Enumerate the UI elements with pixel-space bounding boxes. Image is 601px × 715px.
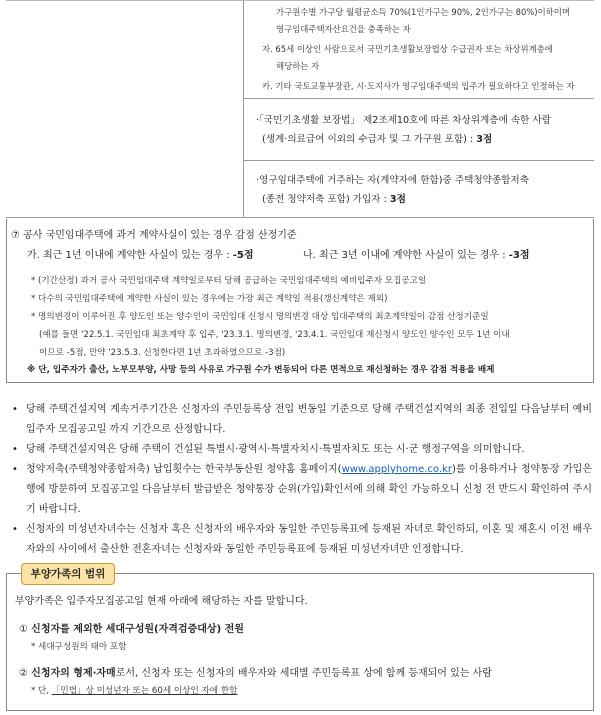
- dependents-header: 부양가족의 범위: [21, 563, 115, 585]
- deduction-note-5: 이므로 -5점, 만약 '23.5.3. 신청한다면 1년 초과하였으므로 -3점): [39, 348, 286, 358]
- savings-line-2: (종전 청약저축 포함) 가입자 : 3점: [262, 194, 406, 205]
- bullet-savings-count: [12, 460, 592, 520]
- dependents-item-1: ① 신청자를 제외한 세대구성원(자격검증대상) 전원: [19, 624, 244, 635]
- eligibility-item-ja: 자. 65세 이상인 사람으로서 국민기초생활보장법상 수급권자 또는 차상위계층에: [262, 44, 553, 54]
- deduction-note-1: * (기간산정) 과거 공사 국민임대주택 계약일로부터 당해 공급하는 국민임대주택의 예비입주자 모집공고일: [31, 276, 427, 286]
- dependents-item-1-note: * 세대구성원의 태아 포함: [31, 642, 127, 652]
- savings-line-1: ·영구임대주택에 거주하는 자(계약자에 한함)중 주택청약종합저축: [256, 175, 529, 186]
- near-poverty-score: 3점: [476, 134, 493, 145]
- bullet-dot: •: [12, 404, 18, 415]
- deduction-note-2: * 다수의 국민임대주택에 계약한 사실이 있는 경우에는 가장 최근 계약일 적용(갱신계약은 제외): [31, 294, 388, 304]
- bullet-text: 당해 주택건설지역은 당해 주택이 건설된 특별시·광역시·특별자치시·특별자치도 또는 시·군 행정구역을 의미합니다.: [26, 444, 525, 455]
- savings-score: 3점: [389, 194, 406, 205]
- near-poverty-line-1: ·「국민기초생활 보장법」 제2조제10호에 따른 차상위계층에 속한 사람: [256, 115, 552, 126]
- deduction-title: ⑦ 공사 국민임대주택에 과거 계약사실이 있는 경우 감점 산정기준: [11, 230, 297, 241]
- bullet-text: 신청자의 미성년자녀수는 신청자 혹은 신청자의 배우자와 동일한 주민등록표에 등재된 자녀로 확인하되, 이혼 및 재혼시 이전 배우자와의 사이에서 출산한 전혼자녀는 신청자와 동일한 주민등록표에 등재된 미성년자녀만 인정합니다.: [26, 524, 592, 555]
- eligibility-cont-line-2: 영구임대주택자산요건을 충족하는 자: [276, 24, 411, 34]
- dependents-item-2: ② 신청자의 형제·자매로서, 신청자 또는 신청자의 배우자와 세대별 주민등록표 상에 함께 등재되어 있는 사람: [19, 668, 492, 679]
- table-cell-savings: [244, 161, 594, 219]
- deduction-item-ga: 가. 최근 1년 이내에 계약한 사실이 있는 경우 : -5점: [27, 250, 254, 261]
- applyhome-link[interactable]: www.applyhome.co.kr: [341, 464, 452, 475]
- dependents-item-2-note: * 단, 「민법」상 미성년자 또는 60세 이상인 자에 한함: [31, 686, 238, 696]
- eligibility-item-ka: 카. 기타 국토교통부장관, 시·도지사가 영구임대주택의 입주가 필요하다고 인정하는 자: [262, 81, 575, 91]
- bullet-text: 청약저축(주택청약종합저축) 납입횟수는 한국부동산원 청약홈 홈페이지(www.applyhome.co.kr)를 이용하거나 청약통장 가입은행에 방문하여 모집공고일 다음날부터 발급받은 청약통장 순위(가입)확인서에 의해 확인 가능하오니 신청 전 반드시 확인하여 주시기 바랍니다.: [26, 464, 592, 515]
- bullet-dot: •: [12, 444, 18, 455]
- deduction-criteria-box: [6, 219, 594, 383]
- bullet-residence-period: [12, 400, 592, 440]
- eligibility-item-ja-2: 해당하는 자: [276, 61, 320, 71]
- dependents-box: [6, 568, 594, 711]
- criteria-table: [6, 0, 594, 218]
- eligibility-cont-line: 가구원수별 가구당 월평균소득 70%(1인가구는 90%, 2인가구는 80%)이하이며: [276, 7, 570, 17]
- bullet-minor-children: [12, 520, 592, 560]
- deduction-note-4: (예를 들면 '22.5.1. 국민임대 최초계약 후 입주, '23.3.1. 명의변경, '23.4.1. 국민임대 재신청시 양도인 양수인 모두 1년 이내: [39, 330, 510, 340]
- table-left-column: [6, 1, 244, 217]
- bullet-text: 당해 주택건설지역 계속거주기간은 신청자의 주민등록상 전입 변동일 기준으로 당해 주택건설지역의 최종 전입일 다음날부터 예비입주자 모집공고일 까지 기간으로 산정합니다.: [26, 404, 592, 435]
- bullet-dot: •: [12, 524, 18, 535]
- table-cell-eligibility: [244, 1, 594, 99]
- dependents-intro: 부양가족은 입주자모집공고일 현재 아래에 해당하는 자를 말합니다.: [15, 596, 308, 607]
- bullet-dot: •: [12, 464, 18, 475]
- bullet-construction-area: [12, 440, 592, 460]
- table-right-column: [244, 1, 594, 217]
- deduction-exception-note: ※ 단, 입주자가 출산, 노부모부양, 사망 등의 사유로 가구원 수가 변동되어 다른 면적으로 재신청하는 경우 감점 적용을 배제: [27, 365, 495, 375]
- near-poverty-line-2: (생계·의료급여 이외의 수급자 및 그 가구원 포함) : 3점: [262, 134, 493, 145]
- deduction-note-3: * 명의변경이 이루어진 후 양도인 또는 양수인이 국민임대 신청시 명의변경 대상 임대주택의 최초계약일이 감점 산정기준일: [31, 312, 489, 322]
- deduction-item-na: 나. 최근 3년 이내에 계약한 사실이 있는 경우 : -3점: [303, 250, 530, 261]
- table-cell-near-poverty: [244, 99, 594, 161]
